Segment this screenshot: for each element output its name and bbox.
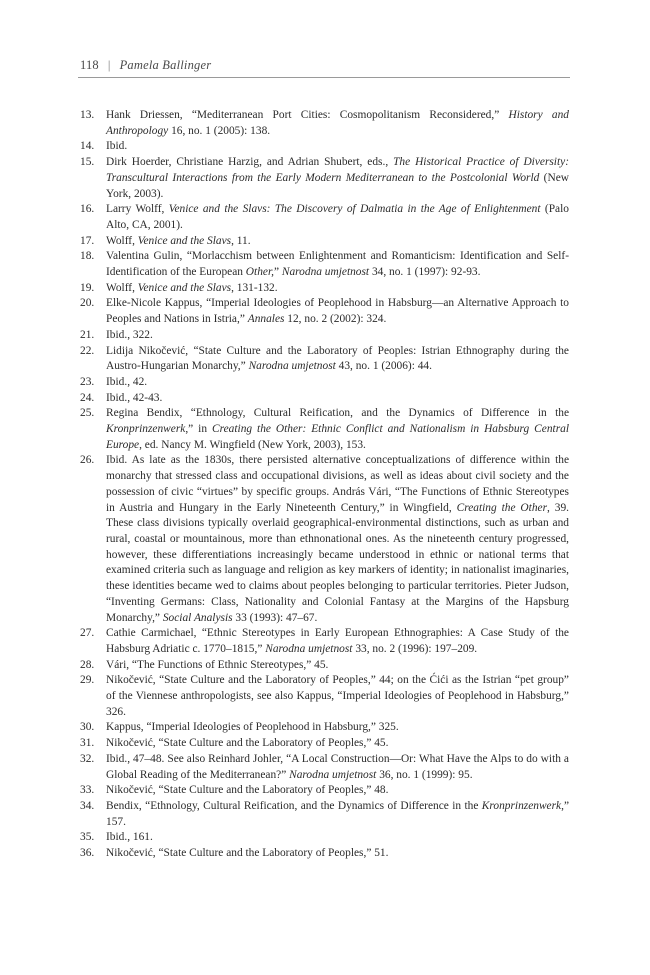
endnote-text-segment: 36, no. 1 (1999): 95.: [376, 768, 473, 781]
endnote-text-segment: Nikočević, “State Culture and the Laboratory of Peoples,” 51.: [106, 847, 389, 860]
endnote-italic-title: Kronprinzenwerk: [106, 423, 186, 436]
endnote-number: 23.: [80, 375, 95, 388]
endnote-number: 27.: [80, 627, 95, 640]
endnote-italic-title: Venice and the Slavs: The Discovery of Dalmatia in the Age of Enlightenment: [168, 203, 541, 216]
endnote-number: 13.: [80, 109, 95, 121]
endnote-italic-title: Venice and the Slavs: [137, 281, 232, 294]
endnote-text: [106, 203, 569, 231]
endnote-number: 24.: [80, 391, 95, 404]
endnote-text-segment: , 131-132.: [231, 281, 278, 294]
endnote-number: 31.: [80, 737, 95, 750]
endnote: [80, 752, 569, 783]
endnote-italic-title: Creating the Other: [456, 501, 548, 514]
endnote: [80, 830, 569, 846]
endnote-text: [106, 674, 569, 717]
endnote-text: [106, 847, 388, 859]
endnote: [80, 673, 569, 720]
endnote: [80, 736, 569, 752]
endnote-number: 34.: [80, 799, 95, 812]
endnote-text-segment: Regina Bendix, “Ethnology, Cultural Reification, and the Dynamics of Difference in the: [106, 407, 569, 420]
endnote-italic-title: Kronprinzenwerk: [481, 799, 562, 812]
endnote-text: [106, 329, 153, 341]
endnote: [80, 658, 569, 674]
endnote-text-segment: 33 (1993): 47–67.: [232, 611, 318, 624]
endnote-text: [106, 250, 569, 278]
endnote: [80, 344, 569, 375]
endnote-text-segment: Valentina Gulin, “Morlacchism between Enlightenment and Romanticism: Identification and Self-Identification of the European: [106, 250, 569, 279]
endnote-text: [106, 345, 569, 373]
endnote-text-segment: Ibid., 42.: [106, 375, 148, 388]
endnote-text: [106, 659, 328, 671]
endnote-text-segment: , ed. Nancy M. Wingfield (New York, 2003), 153.: [139, 438, 366, 451]
endnote: [80, 406, 569, 453]
endnote: [80, 720, 569, 736]
endnote-text-segment: Cathie Carmichael, “Ethnic Stereotypes in Early European Ethnographies: A Case Study of the Habsburg Adriatic c. 1770–1815,”: [106, 627, 569, 655]
endnote-italic-title: The Historical Practice of Diversity: Transcultural Interactions from the Early Modern Mediterranean to the Postcolonial World: [106, 156, 569, 184]
endnote-text-segment: Ibid., 42-43.: [106, 391, 163, 404]
endnote-text: [106, 627, 569, 655]
running-head-author: Pamela Ballinger: [119, 58, 212, 72]
endnote-number: 15.: [80, 156, 95, 169]
endnote: [80, 202, 569, 233]
endnote: [80, 234, 569, 250]
endnote-text-segment: (New York, 2003).: [106, 171, 569, 200]
endnote-number: 21.: [80, 328, 95, 341]
header-rule: [78, 77, 570, 78]
endnote-text-segment: 34, no. 1 (1997): 92-93.: [369, 266, 481, 279]
endnote-italic-title: Narodna umjetnost: [248, 360, 336, 373]
endnote-italic-title: Narodna umjetnost: [265, 642, 353, 655]
endnote-text-segment: Ibid., 47–48. See also Reinhard Johler, “A Local Construction—Or: What Have the Alps to do with a Global Reading of the Mediterranean?”: [106, 752, 569, 781]
endnote-italic-title: Narodna umjetnost: [281, 266, 370, 279]
endnote-text: [106, 140, 127, 152]
endnote-text-segment: , 11.: [231, 234, 251, 247]
endnote-number: 17.: [80, 234, 95, 247]
endnote: [80, 139, 569, 155]
endnote-italic-title: Creating the Other: Ethnic Conflict and Nationalism in Habsburg Central Europe: [106, 423, 569, 451]
endnote-number: 36.: [80, 847, 95, 860]
endnotes-list: [80, 108, 569, 862]
endnote-number: 26.: [80, 454, 95, 467]
endnote-number: 18.: [80, 250, 95, 263]
endnote-italic-title: Annales: [247, 313, 285, 326]
running-head: [80, 58, 211, 73]
endnote: [80, 391, 569, 407]
endnote-text: [106, 721, 399, 733]
endnote-text-segment: Nikočević, “State Culture and the Laboratory of Peoples,” 48.: [106, 784, 389, 797]
endnote-text-segment: ,” 157.: [106, 799, 569, 828]
endnote-text-segment: (Palo Alto, CA, 2001).: [106, 203, 569, 231]
endnote: [80, 328, 569, 344]
endnote-text-segment: Wolff,: [106, 281, 138, 294]
endnote-number: 29.: [80, 674, 95, 687]
endnote-text: [106, 831, 153, 843]
endnote-text-segment: Nikočević, “State Culture and the Laboratory of Peoples,” 44; on the Ćići as the Istrian “pet group” of the Viennese anthropologists, see also Kappus, “Imperial Ideologies of Peoplehood in Habsburg,” 326.: [106, 674, 569, 718]
endnote-text-segment: Kappus, “Imperial Ideologies of Peoplehood in Habsburg,” 325.: [106, 721, 399, 734]
endnote: [80, 108, 569, 139]
endnote-text-segment: Ibid., 322.: [106, 328, 153, 341]
endnote-text-segment: Wolff,: [106, 234, 138, 247]
endnote-text-segment: Nikočević, “State Culture and the Laboratory of Peoples,” 45.: [106, 737, 389, 750]
header-separator: |: [107, 58, 111, 72]
endnote-number: 19.: [80, 281, 95, 294]
endnote-number: 22.: [80, 344, 95, 357]
endnote-number: 25.: [80, 407, 95, 420]
endnote-text: [106, 392, 162, 404]
endnote-text: [106, 454, 569, 623]
endnote-number: 16.: [80, 203, 95, 216]
endnote: [80, 296, 569, 327]
endnote-text: [106, 156, 569, 199]
endnote-text: [106, 407, 569, 450]
endnote: [80, 783, 569, 799]
endnote-text-segment: 33, no. 2 (1996): 197–209.: [352, 642, 478, 655]
endnote-text-segment: Vári, “The Functions of Ethnic Stereotypes,” 45.: [106, 658, 329, 671]
endnote-italic-title: History and Anthropology: [106, 109, 569, 137]
endnote: [80, 375, 569, 391]
endnote: [80, 281, 569, 297]
endnote-text: [106, 784, 388, 796]
endnote-text-segment: Lidija Nikočević, “State Culture and the Laboratory of Peoples: Istrian Ethnography during the Austro-Hungarian Monarchy,”: [106, 344, 569, 373]
endnote-text-segment: Elke-Nicole Kappus, “Imperial Ideologies of Peoplehood in Habsburg—an Alternative Approach to Peoples and Nations in Istria,”: [106, 297, 569, 326]
endnote-text-segment: Bendix, “Ethnology, Cultural Reification, and the Dynamics of Difference in the: [106, 799, 482, 812]
endnote-text-segment: 16, no. 1 (2005): 138.: [168, 124, 271, 137]
endnote-text-segment: Larry Wolff,: [106, 203, 169, 216]
endnote-text: [106, 297, 569, 325]
endnote-italic-title: Narodna umjetnost: [289, 768, 377, 781]
endnote-number: 14.: [80, 140, 95, 153]
endnote-number: 35.: [80, 831, 95, 844]
endnote-text-segment: ”: [273, 266, 282, 279]
endnote: [80, 249, 569, 280]
endnote-text-segment: , 39. These class divisions typically overlaid geographical-environmental distinctions, such as urban and rural, coastal or mountainous, more than ethnonational ones. As the nineteenth century progressed, however, these differentiations increasingly became understood in ethnic or national terms that examined criteria such as language and religion as key markers of identity; in nationalist imaginaries, these identities became wed to claims about peoples belonging to particular territories. Pieter Judson, “Inventing Germans: Class, Nationality and Colonial Fantasy at the Margins of the Hapsburg Monarchy,”: [106, 501, 570, 624]
endnote-number: 30.: [80, 721, 95, 734]
endnote-text: [106, 737, 388, 749]
endnote-number: 33.: [80, 784, 95, 797]
endnote-text-segment: Dirk Hoerder, Christiane Harzig, and Adrian Shubert, eds.,: [106, 156, 394, 169]
endnote: [80, 453, 569, 626]
endnote: [80, 799, 569, 830]
endnote-italic-title: Social Analysis: [162, 611, 233, 624]
endnote-text-segment: Hank Driessen, “Mediterranean Port Cities: Cosmopolitanism Reconsidered,”: [106, 109, 509, 121]
endnote-number: 20.: [80, 297, 95, 310]
endnote-italic-title: Venice and the Slavs: [137, 234, 232, 247]
endnote-text-segment: Ibid. As late as the 1830s, there persisted alternative conceptualizations of difference within the monarchy that stressed class and occupational divisions, as well as ideas about civil society and the possession of civic “virtues” by specific groups. András Vári, “The Functions of Ethnic Stereotypes in Austria and Hungary in the Early Nineteenth Century,” in Wingfield,: [106, 454, 569, 514]
endnote: [80, 846, 569, 862]
endnote-text-segment: 43, no. 1 (2006): 44.: [335, 360, 432, 373]
endnote-text: [106, 376, 147, 388]
page-number: 118: [80, 58, 99, 72]
endnote-text-segment: Ibid.: [106, 140, 128, 153]
endnote-number: 28.: [80, 658, 95, 671]
endnote-italic-title: Other,: [245, 266, 274, 279]
endnote-number: 32.: [80, 752, 95, 765]
endnote-text-segment: ,” in: [185, 423, 212, 436]
endnote-text: [106, 753, 569, 781]
endnote-text-segment: 12, no. 2 (2002): 324.: [284, 313, 387, 326]
endnote: [80, 626, 569, 657]
endnote: [80, 155, 569, 202]
endnote-text: [106, 235, 251, 247]
endnote-text: [106, 282, 278, 294]
endnote-text-segment: Ibid., 161.: [106, 831, 153, 844]
endnote-text: [106, 800, 569, 828]
endnote-text: [106, 109, 569, 137]
